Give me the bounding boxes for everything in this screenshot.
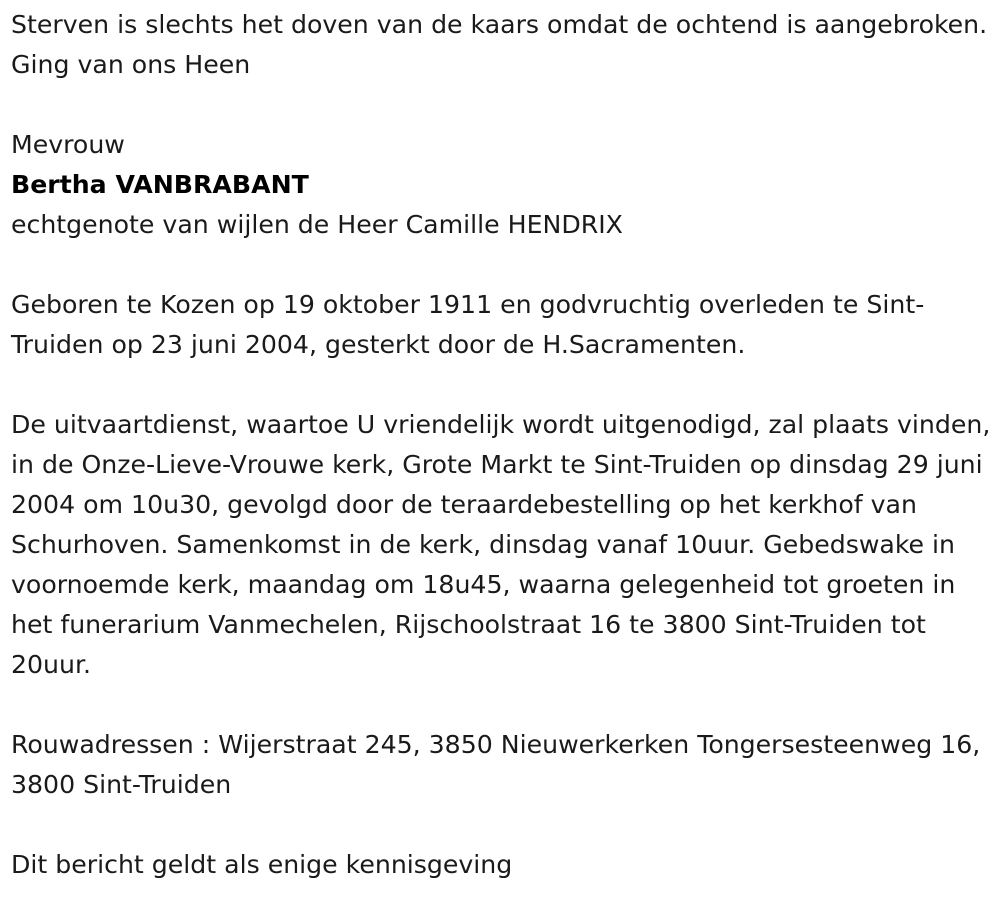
spacer bbox=[11, 365, 996, 405]
honorific: Mevrouw bbox=[11, 130, 125, 159]
funeral-paragraph: De uitvaartdienst, waartoe U vriendelijk wordt uitgenodigd, zal plaats vinden, in de Onze-Lieve-Vrouwe kerk, Grote Markt te Sint-Truiden op dinsdag 29 juni 2004 om 10u30, gevolgd door de teraardebestelling op het kerkhof van Schurhoven. Samenkomst in de kerk, dinsdag vanaf 10uur. Gebedswake in voornoemde kerk, maandag om 18u45, waarna gelegenheid tot groeten in het funerarium Vanmechelen, Rijschoolstraat 16 te 3800 Sint-Truiden tot 20uur. bbox=[11, 410, 991, 679]
spacer bbox=[11, 245, 996, 285]
spacer bbox=[11, 685, 996, 725]
intro-quote: Sterven is slechts het doven van de kaars omdat de ochtend is aangebroken. Ging van ons Heen bbox=[11, 10, 988, 79]
spacer bbox=[11, 85, 996, 125]
closing-line: Dit bericht geldt als enige kennisgeving bbox=[11, 850, 513, 879]
deceased-name: Bertha VANBRABANT bbox=[11, 170, 309, 199]
spouse-line: echtgenote van wijlen de Heer Camille HENDRIX bbox=[11, 210, 623, 239]
mourning-addresses: Rouwadressen : Wijerstraat 245, 3850 Nieuwerkerken Tongersesteenweg 16, 3800 Sint-Truiden bbox=[11, 730, 981, 799]
obituary-notice bbox=[11, 5, 996, 885]
spacer bbox=[11, 805, 996, 845]
birth-death-paragraph: Geboren te Kozen op 19 oktober 1911 en godvruchtig overleden te Sint-Truiden op 23 juni 2004, gesterkt door de H.Sacramenten. bbox=[11, 290, 925, 359]
